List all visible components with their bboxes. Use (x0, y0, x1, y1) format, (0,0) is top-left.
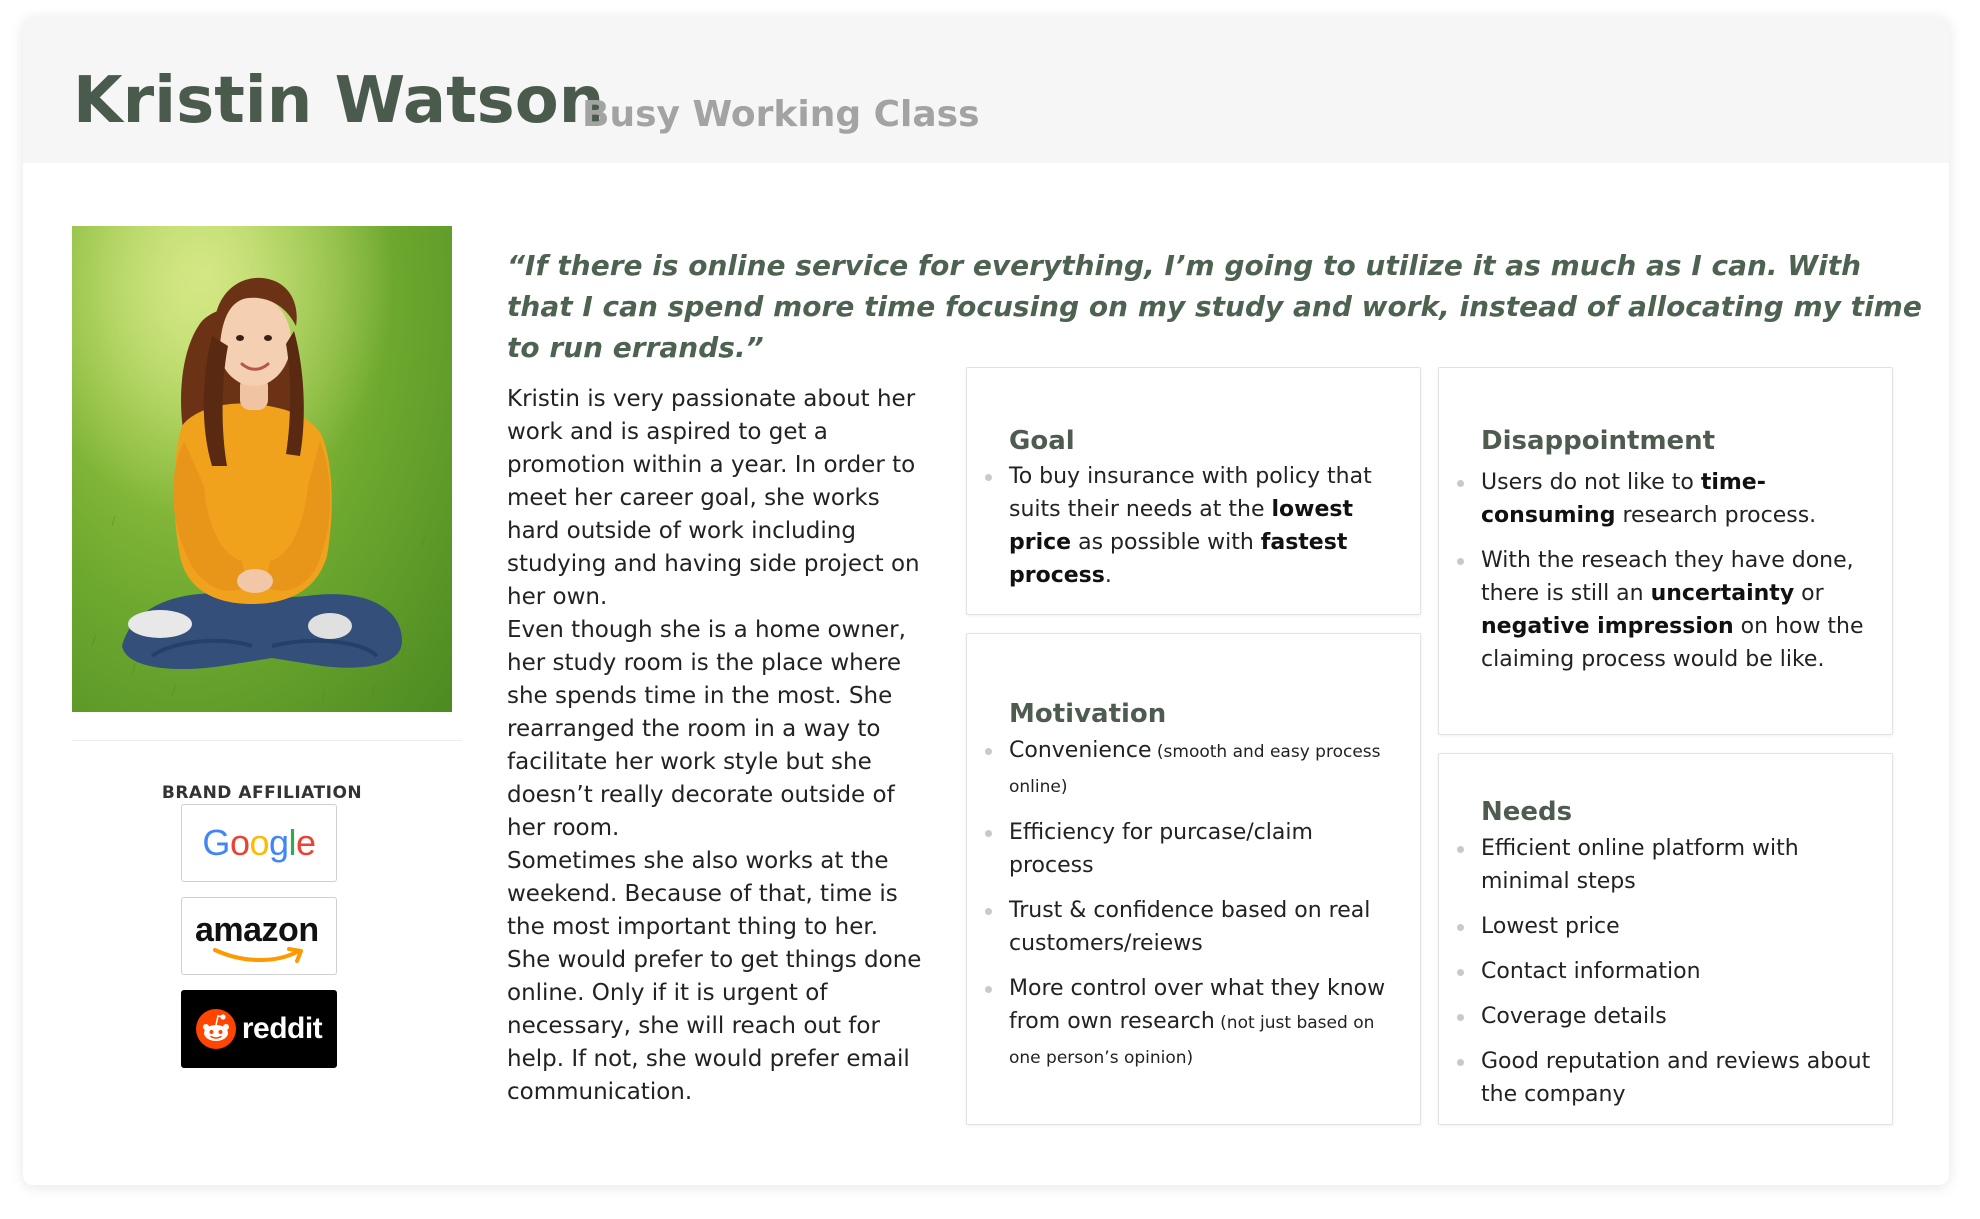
goal-text: To buy insurance with policy that suits their needs at the (1009, 464, 1372, 522)
goal-text: . (1104, 563, 1112, 588)
disappointment-card (1438, 367, 1893, 735)
needs-item: Coverage details (1481, 1000, 1871, 1033)
reddit-logo-box (181, 990, 337, 1068)
persona-photo-illustration (72, 226, 452, 712)
disappointment-emphasis: negative impression (1481, 614, 1734, 639)
needs-item: Efficient online platform with minimal steps (1481, 832, 1871, 898)
amazon-wordmark: amazon (195, 911, 319, 949)
reddit-wordmark: reddit (241, 1012, 323, 1045)
disappointment-list (1481, 466, 1871, 688)
disappointment-text: research process. (1615, 503, 1817, 528)
goal-card (966, 367, 1421, 615)
needs-item: Lowest price (1481, 910, 1871, 943)
motivation-item (1009, 816, 1399, 882)
motivation-item (1009, 734, 1399, 804)
disappointment-text: on how the claiming process would be like. (1481, 614, 1864, 672)
google-logo (202, 822, 315, 864)
motivation-card (966, 633, 1421, 1125)
goal-emphasis: lowest price (1009, 497, 1354, 555)
bio-paragraph: Sometimes she also works at the weekend. Because of that, time is the most important thing to her. She would prefer to get things done online. Only if it is urgent of necessary, she will reach out for help. If not, she would prefer email communication. (507, 848, 922, 1105)
motivation-item (1009, 972, 1399, 1075)
amazon-smile-icon (213, 947, 305, 963)
goal-emphasis: fastest process (1009, 530, 1348, 588)
disappointment-text: With the reseach they have done, there is still an (1481, 548, 1854, 606)
reddit-logo (196, 1009, 322, 1049)
disappointment-text: or (1794, 581, 1824, 606)
amazon-logo (195, 911, 323, 961)
bio-paragraph: Even though she is a home owner, her study room is the place where she spends time in the most. She rearranged the room in a way to facilitate her work style but she doesn’t really decorate outside of her room. (507, 617, 906, 841)
google-logo-letter: e (296, 822, 316, 863)
google-logo-letter: o (249, 822, 269, 863)
motivation-main: More control over what they know from own research (1009, 976, 1386, 1034)
persona-bio (507, 383, 927, 1109)
persona-segment: Busy Working Class (582, 94, 980, 135)
amazon-logo-box (181, 897, 337, 975)
disappointment-item (1481, 544, 1871, 676)
needs-title: Needs (1481, 797, 1573, 827)
brand-affiliation-label: BRAND AFFILIATION (161, 783, 363, 803)
needs-item: Contact information (1481, 955, 1871, 988)
disappointment-item (1481, 466, 1871, 532)
persona-photo (72, 226, 452, 712)
reddit-alien-icon (196, 1009, 236, 1049)
needs-item: Good reputation and reviews about the company (1481, 1045, 1871, 1111)
disappointment-emphasis: time-consuming (1481, 470, 1766, 528)
needs-list (1481, 832, 1871, 1123)
disappointment-title: Disappointment (1481, 426, 1716, 456)
persona-quote: “If there is online service for everything, I’m going to utilize it as much as I can. With that I can spend more time focusing on my study and work, instead of allocating my time to run errands.” (507, 249, 1922, 364)
motivation-title: Motivation (1009, 699, 1167, 729)
google-logo-box (181, 804, 337, 882)
motivation-main: Convenience (1009, 738, 1152, 763)
google-logo-letter: o (229, 822, 250, 863)
persona-name: Kristin Watson (73, 64, 605, 138)
google-logo-letter: l (288, 822, 297, 863)
bio-paragraph: Kristin is very passionate about her work and is aspired to get a promotion within a year. In order to meet her career goal, she works hard outside of work including studying and having side project on her own. (507, 386, 920, 610)
disappointment-text: Users do not like to (1481, 470, 1701, 495)
motivation-item (1009, 894, 1399, 960)
photo-divider (72, 740, 462, 741)
goal-list (1009, 460, 1399, 592)
google-logo-letter: G (202, 822, 230, 863)
motivation-note: (not just based on one person’s opinion) (1009, 1013, 1375, 1068)
goal-text: as possible with (1071, 530, 1261, 555)
motivation-list (1009, 734, 1399, 1087)
motivation-main: Trust & confidence based on real customers/reiews (1009, 898, 1371, 956)
persona-card (23, 17, 1949, 1185)
motivation-note: (smooth and easy process online) (1009, 742, 1381, 797)
google-logo-letter: g (269, 822, 289, 863)
disappointment-emphasis: uncertainty (1650, 581, 1795, 606)
goal-item (1009, 460, 1399, 592)
needs-card (1438, 753, 1893, 1125)
goal-title: Goal (1009, 426, 1075, 456)
motivation-main: Efficiency for purcase/claim process (1009, 820, 1313, 878)
